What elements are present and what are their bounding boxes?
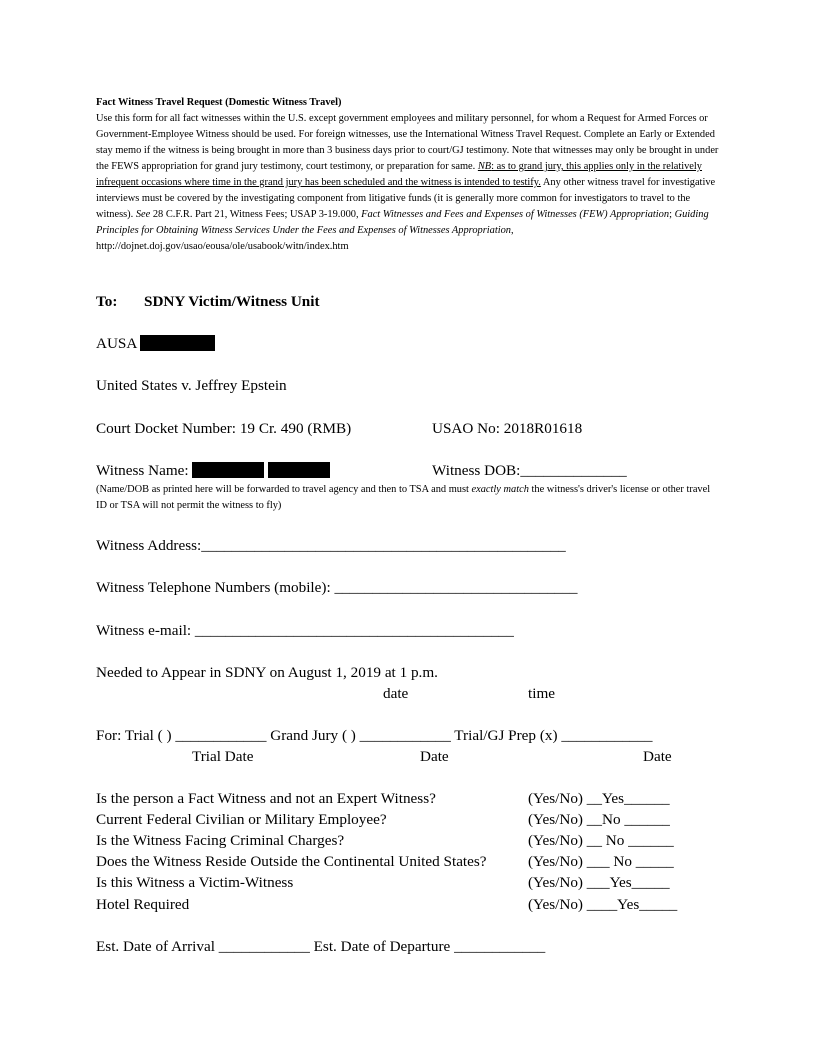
citations-text: 28 C.F.R. Part 21, Witness Fees; USAP 3-19.000,: [150, 209, 362, 220]
question-federal-employee: Current Federal Civilian or Military Employee?: [96, 811, 387, 828]
nb-text: : as to grand jury, this applies only in the relatively infrequent occasions where time in the grand jury has been scheduled and the witness is intended to testify.: [96, 161, 703, 188]
travel-dates-line[interactable]: Est. Date of Arrival ____________ Est. Date of Departure ____________: [96, 938, 546, 955]
question-fact-witness: Is the person a Fact Witness and not an Expert Witness?: [96, 790, 436, 807]
prep-date-caption: Date: [643, 748, 672, 765]
name-dob-note: [96, 482, 722, 514]
form-title: Fact Witness Travel Request (Domestic Witness Travel): [96, 97, 342, 108]
ausa-label: AUSA: [96, 335, 137, 352]
instructions-block: [96, 95, 722, 255]
redaction-box: [192, 462, 264, 478]
redaction-box: [140, 335, 215, 351]
instructions-para-1: Use this form for all fact witnesses within the U.S. except government employees and military personnel, for whom a Request for Armed Forces or Government-Employee Witness should be used. For foreign witnesses, use the International Witness Travel Request. Complete an Early or Extended stay memo if the witness is being brought in more than 3 business days prior to court/GJ testimony. Note that witnesses may only be brought in under the FEWS appropriation for grand jury testimony, court testimony, or preparation for same.: [96, 113, 719, 172]
gj-date-caption: Date: [420, 748, 449, 765]
note-text-1: (Name/DOB as printed here will be forwarded to travel agency and then to TSA and must: [96, 484, 472, 495]
nb-label: NB: [477, 161, 492, 172]
see-label: See: [135, 209, 151, 220]
question-victim-witness: Is this Witness a Victim-Witness: [96, 874, 294, 891]
purpose-line[interactable]: For: Trial ( ) ____________ Grand Jury ( ) ____________ Trial/GJ Prep (x) ____________: [96, 727, 653, 744]
witness-phone-field[interactable]: Witness Telephone Numbers (mobile): ________________________________: [96, 579, 578, 596]
answer-criminal-charges[interactable]: (Yes/No) __ No ______: [528, 832, 674, 849]
to-recipient: SDNY Victim/Witness Unit: [144, 293, 320, 310]
docket-number: Court Docket Number: 19 Cr. 490 (RMB): [96, 420, 352, 437]
date-caption: date: [383, 685, 409, 702]
case-name: United States v. Jeffrey Epstein: [96, 377, 287, 394]
answer-fact-witness[interactable]: (Yes/No) __Yes______: [528, 790, 670, 807]
usao-number: USAO No: 2018R01618: [432, 420, 583, 437]
question-criminal-charges: Is the Witness Facing Criminal Charges?: [96, 832, 345, 849]
answer-federal-employee[interactable]: (Yes/No) __No ______: [528, 811, 670, 828]
witness-dob-field[interactable]: Witness DOB:______________: [432, 462, 627, 479]
witness-name-label: Witness Name:: [96, 462, 189, 479]
citation-few: Fact Witnesses and Fees and Expenses of Witnesses (FEW) Appropriation: [361, 209, 670, 220]
citation-separator: ;: [669, 209, 675, 220]
to-label: To:: [96, 293, 118, 310]
note-italic: exactly match: [471, 484, 529, 495]
ausa-line: [96, 335, 215, 353]
answer-outside-us[interactable]: (Yes/No) ___ No _____: [528, 853, 674, 870]
trial-date-caption: Trial Date: [192, 748, 254, 765]
appearance-line: Needed to Appear in SDNY on August 1, 2019 at 1 p.m.: [96, 664, 438, 681]
time-caption: time: [528, 685, 555, 702]
reference-url[interactable]: http://dojnet.doj.gov/usao/eousa/ole/usabook/witn/index.htm: [96, 241, 349, 252]
witness-email-field[interactable]: Witness e-mail: __________________________________________: [96, 622, 514, 639]
instructions-text: [96, 111, 722, 255]
citation-guiding-principles: Guiding Principles for Obtaining Witness Services Under the Fees and Expenses of Witnesses Appropriation: [96, 209, 709, 236]
question-hotel: Hotel Required: [96, 896, 190, 913]
citation-end: ,: [511, 225, 514, 236]
instructions-para-2: Any other witness travel for investigative interviews must be covered by the investigating component from litigative funds (it is generally more common for investigators to travel to the witness).: [96, 177, 716, 220]
witness-address-field[interactable]: Witness Address:________________________________________________: [96, 537, 566, 554]
question-outside-us: Does the Witness Reside Outside the Continental United States?: [96, 853, 487, 870]
note-text-2: the witness's driver's license or other travel ID or TSA will not permit the witness to fly): [96, 484, 711, 511]
redaction-box: [268, 462, 330, 478]
answer-victim-witness[interactable]: (Yes/No) ___Yes_____: [528, 874, 670, 891]
witness-name-line: [96, 462, 330, 480]
answer-hotel[interactable]: (Yes/No) ____Yes_____: [528, 896, 678, 913]
